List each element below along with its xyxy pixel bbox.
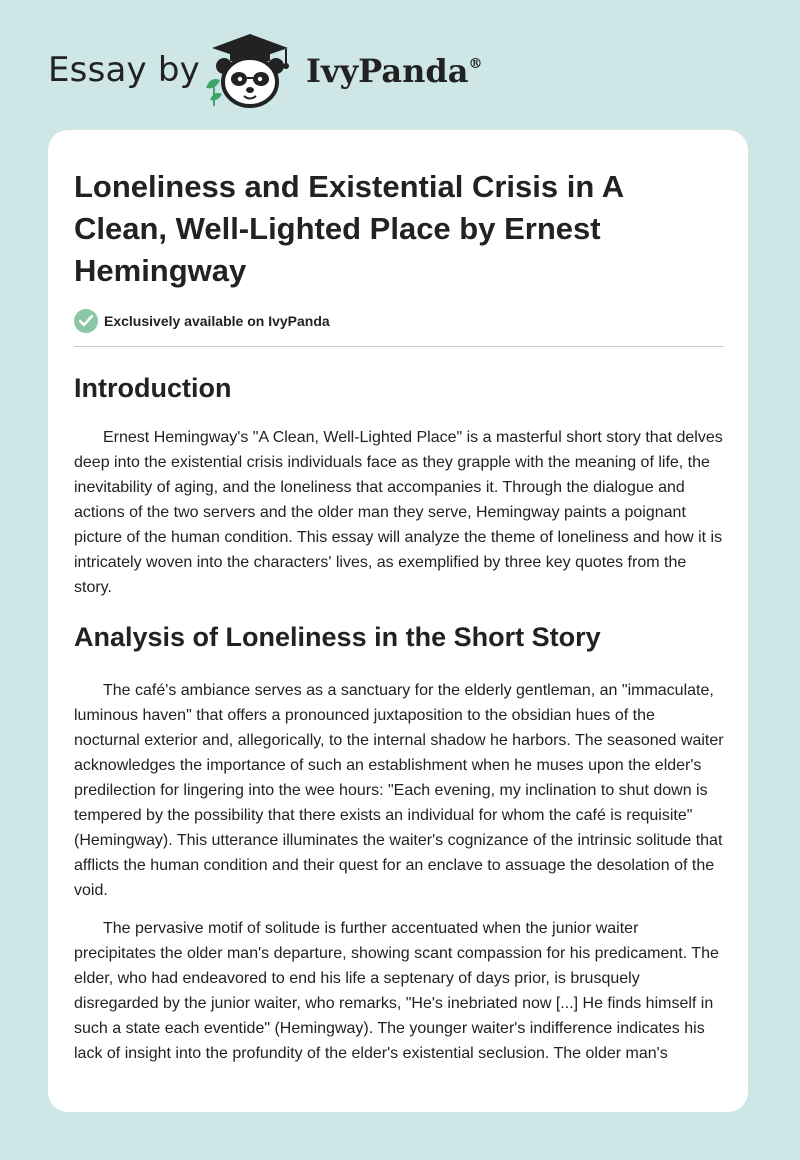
section-heading: Analysis of Loneliness in the Short Story (74, 622, 601, 652)
section-heading: Introduction (74, 373, 232, 403)
brand-text: IvyPanda (306, 52, 469, 90)
essay-title: Loneliness and Existential Crisis in A Clean, Well-Lighted Place by Ernest Hemingway (74, 169, 623, 288)
paragraph: Ernest Hemingway's "A Clean, Well-Lighted Place" is a masterful short story that delves deep into the existential crisis individuals face as they grapple with the meaning of life, the inevitability of aging, and the loneliness that accompanies it. Through the dialogue and actions of the two servers and the older man they serve, Hemingway paints a poignant picture of the human condition. This essay will analyze the theme of loneliness and how it is intricately woven into the characters' lives, as exemplified by three key quotes from the story. (74, 429, 723, 596)
badge-text: Exclusively available on IvyPanda (104, 313, 330, 329)
exclusive-badge (74, 308, 724, 334)
ivypanda-logo[interactable] (200, 30, 300, 110)
essay-card (48, 130, 748, 1112)
brand-name[interactable] (306, 52, 482, 90)
registered-mark: ® (468, 56, 483, 72)
check-icon (74, 309, 98, 333)
paragraph: The café's ambiance serves as a sanctuary for the elderly gentleman, an "immaculate, luminous haven" that offers a pronounced juxtaposition to the obsidian hues of the nocturnal exterior and, allegorically, to the internal shadow he harbors. The seasoned waiter acknowledges the importance of such an establishment when he muses upon the elder's predilection for lingering into the wee hours: "Each evening, my inclination to shut down is tempered by the possibility that there exists an individual for whom the café is requisite" (Hemingway). This utterance illuminates the waiter's cognizance of the intrinsic solitude that afflicts the human condition and their quest for an enclave to assuage the desolation of the void. (74, 682, 724, 899)
essay-content (74, 166, 724, 1066)
divider (74, 346, 724, 347)
site-header (48, 30, 548, 110)
paragraph: The pervasive motif of solitude is further accentuated when the junior waiter precipitates the older man's departure, showing scant compassion for his predicament. The elder, who had endeavored to end his life a septenary of days prior, is brusquely disregarded by the junior waiter, who remarks, "He's inebriated now [...] He finds himself in such a state each eventide" (Hemingway). The younger waiter's indifference indicates his lack of insight into the profundity of the elder's existential seclusion. The older man's (74, 920, 719, 1062)
essay-by-label: Essay by (48, 50, 200, 90)
panda-logo-icon (200, 30, 300, 110)
